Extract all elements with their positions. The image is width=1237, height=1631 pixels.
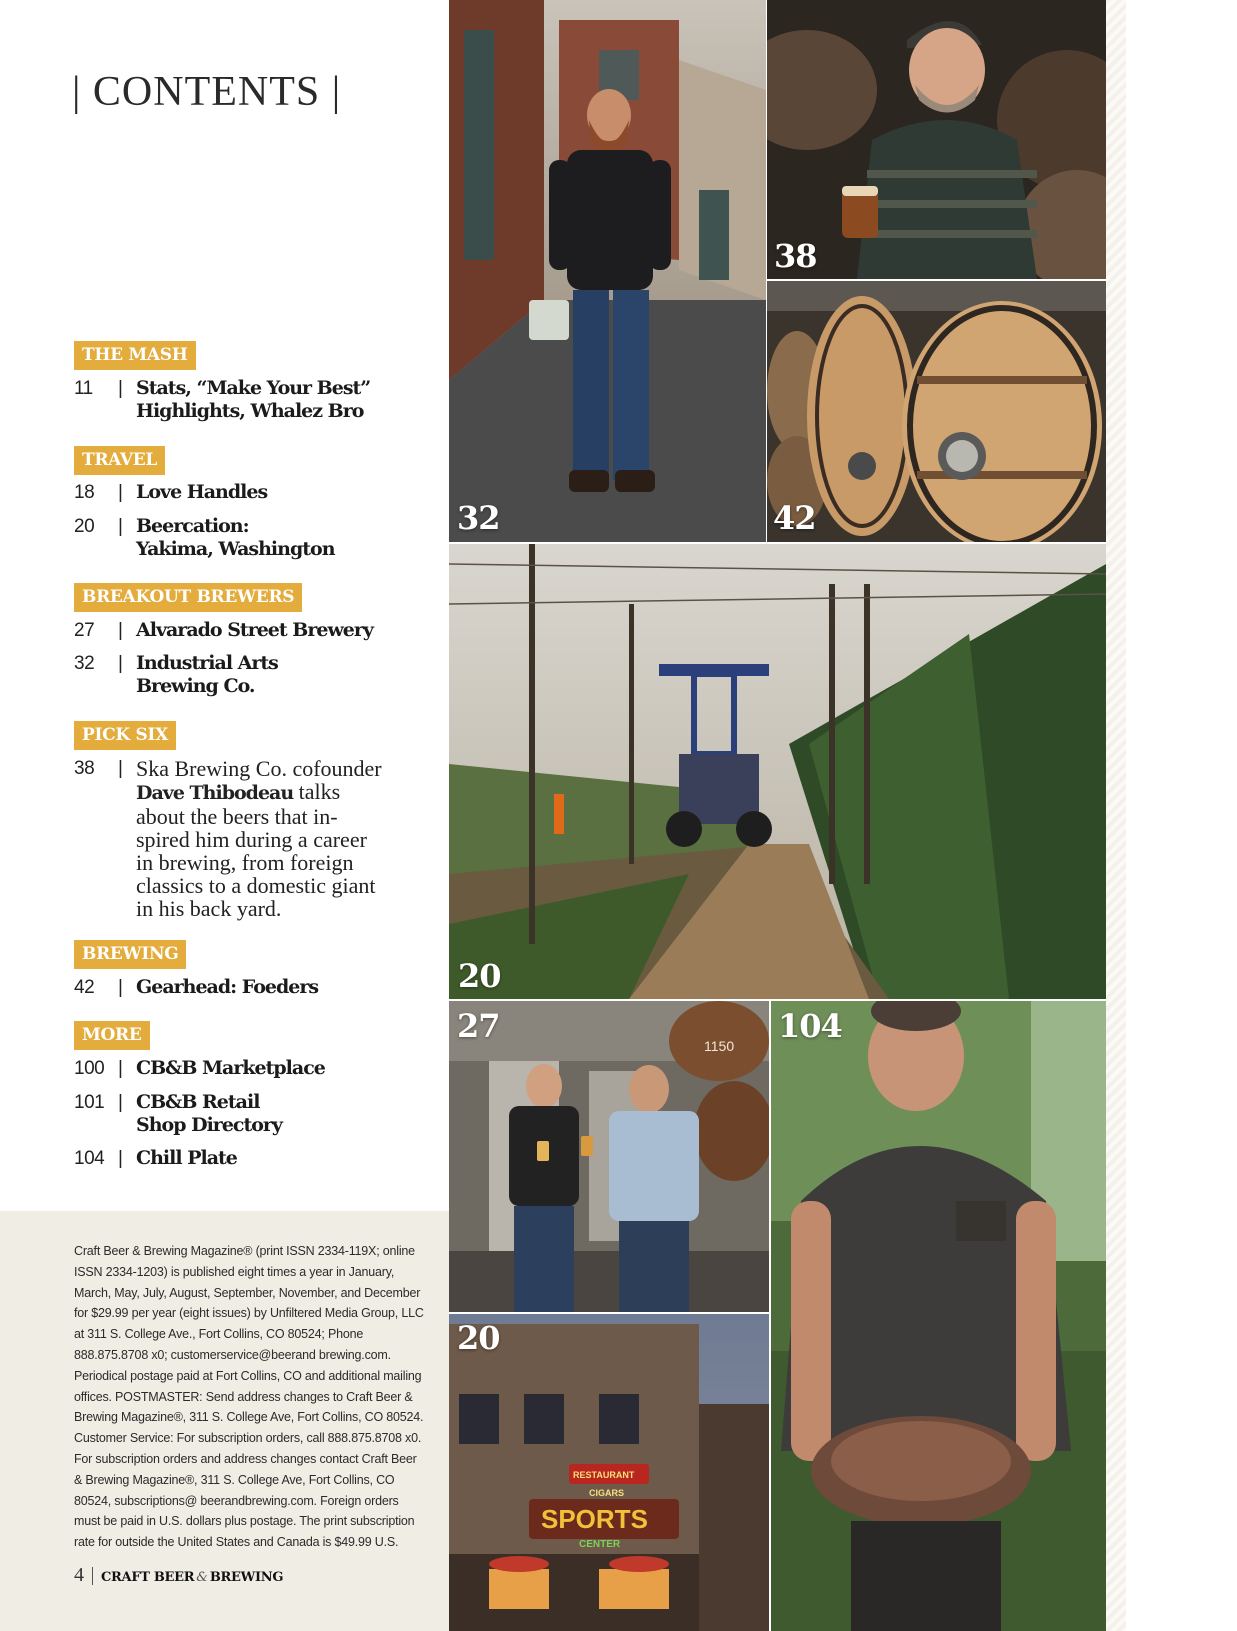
- toc-page-number: 32: [74, 653, 95, 674]
- photo-page-number: 20: [458, 957, 501, 995]
- toc-page-number: 100: [74, 1058, 105, 1079]
- photo-hop-field[interactable]: [449, 544, 1106, 999]
- sign-cigars: CIGARS: [589, 1488, 625, 1498]
- toc-title: CB&B Retail Shop Directory: [136, 1091, 282, 1136]
- toc-entry[interactable]: [74, 619, 373, 642]
- toc-title: Alvarado Street Brewery: [136, 619, 373, 641]
- photo-chill-plate-brewer[interactable]: [771, 1001, 1106, 1631]
- toc-entry[interactable]: [74, 481, 267, 504]
- sign-center: CENTER: [579, 1539, 621, 1550]
- photo-page-number: 27: [457, 1007, 500, 1045]
- toc-entry[interactable]: [74, 652, 278, 698]
- toc-description: Ska Brewing Co. cofounder Dave Thibodeau talks about the beers that in-spired him during a career in brewing, from foreign classics to a domestic giant in his back yard.: [136, 756, 382, 921]
- folio: [74, 1564, 283, 1587]
- section-label-brewing: BREWING: [74, 940, 186, 969]
- photo-page-number: 20: [457, 1319, 500, 1357]
- toc-divider: |: [118, 482, 123, 503]
- section-label-travel: TRAVEL: [74, 446, 165, 475]
- toc-page-number: 11: [74, 378, 93, 399]
- toc-entry[interactable]: [74, 1147, 237, 1170]
- folio-page-number: 4: [74, 1564, 84, 1586]
- toc-entry[interactable]: [74, 1057, 325, 1080]
- toc-title: Stats, “Make Your Best” Highlights, Whalez Bro: [136, 377, 371, 422]
- photo-foeders[interactable]: [767, 281, 1106, 542]
- toc-title: Industrial Arts Brewing Co.: [136, 652, 278, 697]
- toc-divider: |: [118, 1058, 123, 1079]
- toc-page-number: 27: [74, 620, 95, 641]
- toc-entry[interactable]: [74, 757, 386, 920]
- sign-sports: SPORTS: [541, 1504, 648, 1534]
- photo-page-number: 38: [774, 237, 817, 275]
- toc-divider: |: [118, 516, 123, 537]
- toc-title: Love Handles: [136, 481, 268, 503]
- section-label-breakout-brewers: BREAKOUT BREWERS: [74, 583, 302, 612]
- toc-page-number: 101: [74, 1092, 105, 1113]
- toc-entry[interactable]: [74, 1091, 282, 1137]
- toc-title: CB&B Marketplace: [136, 1057, 325, 1079]
- folio-brand-b: BREWING: [209, 1570, 284, 1585]
- toc-page-number: 42: [74, 977, 95, 998]
- toc-title: Beercation: Yakima, Washington: [136, 515, 335, 560]
- barrel-number: 1150: [704, 1038, 735, 1054]
- toc-page-number: 38: [74, 758, 95, 779]
- sign-restaurant: RESTAURANT: [573, 1470, 635, 1480]
- section-label-the-mash: THE MASH: [74, 341, 196, 370]
- photo-alvarado-brewers[interactable]: [449, 1001, 769, 1312]
- toc-page-number: 104: [74, 1148, 105, 1169]
- toc-page-number: 20: [74, 516, 95, 537]
- toc-divider: |: [118, 977, 123, 998]
- toc-divider: |: [118, 653, 123, 674]
- toc-divider: |: [118, 378, 123, 399]
- toc-divider: |: [118, 620, 123, 641]
- photo-industrial-arts-brewer[interactable]: [449, 0, 766, 542]
- folio-ampersand: &: [196, 1570, 208, 1585]
- toc-title: Chill Plate: [136, 1147, 237, 1169]
- masthead-text: Craft Beer & Brewing Magazine® (print ISSN 2334-119X; online ISSN 2334-1203) is published eight times a year in January, March, May, July, August, September, November, and December for $29.99 per year (eight issues) by Unfiltered Media Group, LLC at 311 S. College Ave., Fort Collins, CO 80524; Phone 888.875.8708 x0; customerservice@beerand brewing.com. Periodical postage paid at Fort Collins, CO and additional mailing offices. POSTMASTER: Send address changes to Craft Beer & Brewing Magazine®, 311 S. College Ave, Fort Collins, CO 80524. Customer Service: For subscription orders, call 888.875.8708 x0. For subscription orders and address changes contact Craft Beer & Brewing Magazine®, 311 S. College Ave, Fort Collins, CO 80524, subscriptions@ beerandbrewing.com. Foreign orders must be paid in U.S. dollars plus postage. The print subscription rate for outside the United States and Canada is $49.99 U.S.: [74, 1244, 424, 1550]
- masthead-box: [0, 1211, 449, 1631]
- toc-entry[interactable]: [74, 976, 318, 999]
- toc-page-number: 18: [74, 482, 95, 503]
- toc-title: Gearhead: Foeders: [136, 976, 319, 998]
- toc-divider: |: [118, 758, 123, 779]
- toc-description-name: Dave Thibodeau: [136, 782, 294, 804]
- toc-entry[interactable]: [74, 377, 370, 423]
- toc-entry[interactable]: [74, 515, 335, 561]
- photo-page-number: 32: [457, 499, 500, 537]
- page-edge-texture: [1106, 0, 1126, 1631]
- photo-ska-cofounder[interactable]: [767, 0, 1106, 279]
- section-label-more: MORE: [74, 1021, 150, 1050]
- photo-page-number: 42: [773, 499, 816, 537]
- photo-page-number: 104: [778, 1007, 842, 1045]
- contents-title: | CONTENTS |: [72, 69, 342, 115]
- toc-divider: |: [118, 1092, 123, 1113]
- photo-sports-center[interactable]: [449, 1314, 769, 1631]
- section-label-pick-six: PICK SIX: [74, 721, 176, 750]
- folio-brand-a: CRAFT BEER: [101, 1570, 195, 1585]
- folio-divider: [92, 1567, 93, 1585]
- toc-divider: |: [118, 1148, 123, 1169]
